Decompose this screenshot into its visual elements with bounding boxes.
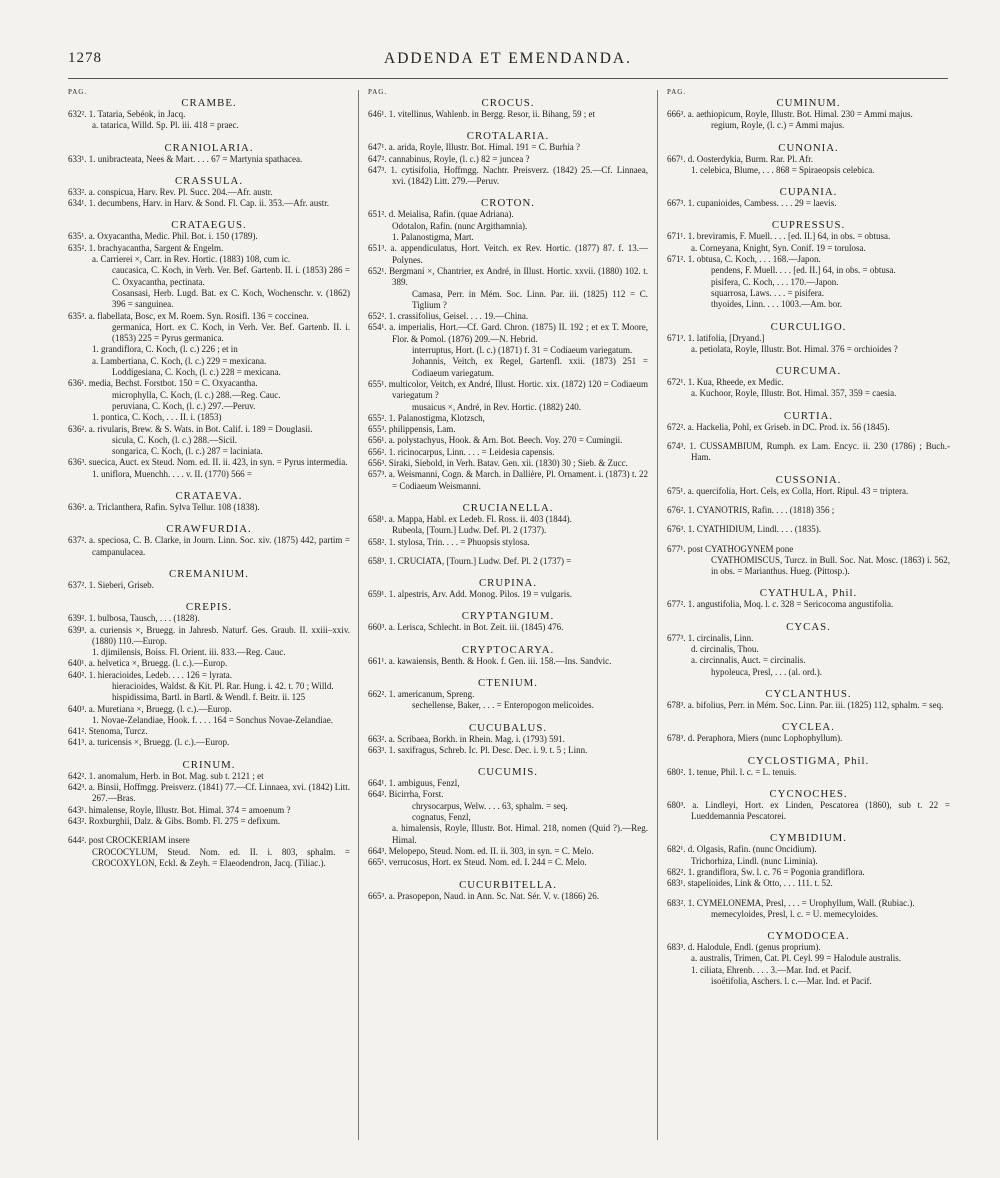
entry-line: musaicus ×, André, in Rev. Hortic. (1882) 240. — [412, 401, 581, 412]
entry-line: a. Kuchoor, Royle, Illustr. Bot. Himal. 357, 359 = caesia. — [691, 388, 897, 399]
entry-line: 637². a. speciosa, C. B. Clarke, in Journ. Linn. Soc. xiv. (1875) 442, partim = campanulacea. — [68, 535, 350, 557]
entry-line: 652¹. Bergmani ×, Chantrier, ex André, in Illust. Hortic. xxvii. (1880) 102. t. 389. — [368, 265, 648, 288]
entry-line: d. circinalis, Thou. — [691, 644, 759, 655]
entry-line: CYATHOMISCUS, Turcz. in Bull. Soc. Nat. Mosc. (1863) i. 562, in obs. = Marianthus. Hueg. (Pittosp.). — [711, 554, 950, 577]
entry-line: pisifera, C. Koch, . . . 170.—Japon. — [711, 276, 839, 287]
entry-line: Rubeola, [Tourn.] Ludw. Def. Pl. 2 (1737). — [392, 525, 547, 536]
entry-line: 655¹. multicolor, Veitch, ex André, Illust. Hortic. xix. (1872) 120 = Codiaeum variegatum ? — [368, 378, 648, 401]
entry-line: 1. Palanostigma, Mart. — [392, 232, 474, 243]
entry-line: Odotalon, Rafin. (nunc Argithamnia). — [392, 220, 528, 231]
entry-line: a. Corneyana, Knight, Syn. Conif. 19 = torulosa. — [691, 242, 866, 253]
entry-line: a. Carrierei ×, Carr. in Rev. Hortic. (1883) 108, cum ic. — [92, 254, 291, 265]
entry-line: 647³. 1. cytisifolia, Hoffmgg. Nachtr. Preisverz. (1842) 25.—Cf. Linnaea, xvi. (1842) Litt. 279.—Peruv. — [368, 164, 648, 187]
entry-line: thyoides, Linn. . . . 1003.—Am. bor. — [711, 299, 842, 310]
entry-line: 674³. 1. CUSSAMBIUM, Rumph. ex Lam. Encyc. ii. 230 (1786) ; Buch.-Ham. — [667, 441, 950, 463]
entry-line: 633². a. conspicua, Harv. Rev. Pl. Succ. 204.—Afr. austr. — [68, 186, 273, 197]
entry-line: 633¹. 1. unibracteata, Nees & Mart. . . . 67 = Martynia spathacea. — [68, 153, 303, 164]
entry-line: 651³. a. appendiculatus, Hort. Veitch. ex Rev. Hortic. (1877) 87. f. 13.—Polynes. — [368, 243, 648, 265]
genus-heading: CROTALARIA. — [466, 130, 550, 143]
genus-heading: CYCLANTHUS. — [765, 687, 852, 700]
entry-line: 632². 1. Tataria, Sebéok, in Jacq. — [68, 109, 186, 119]
entry-line: 656¹. a. polystachyus, Hook. & Arn. Bot. Beech. Voy. 270 = Cumingii. — [368, 435, 623, 446]
entry-line: Loddigesiana, C. Koch, (l. c.) 228 = mexicana. — [112, 367, 281, 378]
entry-line: peruviana, C. Koch, (l. c.) 297.—Peruv. — [112, 400, 256, 411]
entry-line: germanica, Hort. ex C. Koch, in Verh. Ver. Bef. Gartenb. II. i. (1853) 225 = Pyrus germanica. — [112, 321, 350, 344]
entry-line: 643¹. himalense, Royle, Illustr. Bot. Himal. 374 = amoenum ? — [68, 804, 291, 815]
entry-line: 1. djimilensis, Boiss. Fl. Orient. iii. 833.—Reg. Cauc. — [92, 647, 286, 658]
entry-line: 647¹. a. arida, Royle, Illustr. Bot. Himal. 191 = C. Burhia ? — [368, 142, 580, 153]
entry-line: 675¹. a. quercifolia, Hort. Cels, ex Colla, Hort. Ripul. 43 = triptera. — [667, 485, 909, 496]
entry-line: a. australis, Trimen, Cat. Pl. Ceyl. 99 = Halodule australis. — [691, 953, 902, 964]
entry-line: a. tatarica, Willd. Sp. Pl. iii. 418 = praec. — [92, 120, 239, 131]
entry-line: pendens, F. Muell. . . . [ed. II.] 64, in obs. = obtusa. — [711, 265, 896, 276]
column-divider — [657, 90, 658, 1140]
entry-line: 677¹. post CYATHOGYNEM pone — [667, 543, 794, 554]
genus-heading: CUMINUM. — [776, 97, 841, 109]
entry-line: 672². a. Hackelia, Pohl, ex Griseb. in DC. Prod. ix. 56 (1845). — [667, 421, 890, 432]
entry-line: microphylla, C. Koch, (l. c.) 288.—Reg. Cauc. — [112, 389, 281, 400]
entry-line: 655³. philippensis, Lam. — [368, 424, 456, 435]
genus-heading: CYMODOCEA. — [767, 930, 850, 943]
genus-heading: CURCUMA. — [775, 365, 842, 378]
entry-line: 680². 1. tenue, Phil. l. c. = L. tenuis. — [667, 766, 797, 777]
pag-label: PAG. — [68, 88, 88, 96]
genus-heading: CRAWFURDIA. — [166, 523, 252, 536]
entry-line: 642³. a. Binsii, Hoffmgg. Preisverz. (1841) 77.—Cf. Linnaea, xvi. (1842) Litt. 267.—Bras. — [68, 782, 350, 804]
entry-line: 636¹. media, Bechst. Forstbot. 150 = C. Oxyacantha. — [68, 378, 258, 389]
entry-line: a. circinnalis, Auct. = circinalis. — [691, 655, 806, 666]
entry-line: 1. grandiflora, C. Koch, (l. c.) 226 ; et in — [92, 344, 238, 355]
genus-heading: CRUCIANELLA. — [462, 501, 554, 514]
column-divider — [358, 90, 359, 1140]
entry-line: 635³. a. flabellata, Bosc, ex M. Roem. Syn. Rosifl. 136 = coccinea. — [68, 310, 309, 321]
entry-line: 677³. 1. circinalis, Linn. — [667, 632, 754, 643]
entry-line: 640¹. a. helvetica ×, Bruegg. (l. c.).—Europ. — [68, 658, 228, 669]
pag-label: PAG. — [667, 88, 687, 96]
entry-line: 643². Roxburghii, Dalz. & Gibs. Bomb. Fl. 275 = defixum. — [68, 815, 281, 826]
column-1 — [68, 88, 350, 1148]
page-number: 1278 — [68, 50, 102, 66]
entry-line: 658². 1. stylosa, Trin. . . . = Phuopsis stylosa. — [368, 536, 530, 547]
entry-line: a. himalensis, Royle, Illustr. Bot. Himal. 218, nomen (Quid ?).—Reg. Himal. — [392, 823, 648, 845]
genus-heading: CRYPTANGIUM. — [461, 610, 555, 623]
entry-line: 1. uniflora, Muenchh. . . . v. II. (1770) 566 = — [92, 468, 252, 479]
entry-line: Camasa, Perr. in Mém. Soc. Linn. Par. iii. (1825) 112 = C. Tiglium ? — [412, 288, 648, 310]
entry-line: 671³. 1. latifolia, [Dryand.] — [667, 332, 765, 343]
genus-heading: CUNONIA. — [778, 141, 839, 154]
entry-line: 657³. a. Weismanni, Cogn. & March. in Dallière, Pl. Ornament. i. (1873) t. 22 = Codiaeum Weismanni. — [368, 469, 648, 491]
genus-heading: CRANIOLARIA. — [164, 141, 254, 154]
genus-heading: CREMANIUM. — [169, 567, 249, 580]
genus-heading: CURCULIGO. — [770, 320, 847, 333]
genus-heading: CRUPINA. — [478, 577, 538, 590]
entry-line: 680³. a. Lindleyi, Hort. ex Linden, Pescatorea (1860), sub t. 22 = Lueddemannia Pescatorei. — [667, 799, 950, 822]
entry-line: hieracioides, Waldst. & Kit. Pl. Rar. Hung. i. 42. t. 70 ; Willd. — [112, 680, 334, 691]
entry-line: 666³. a. aethiopicum, Royle, Illustr. Bot. Himal. 230 = Ammi majus. — [667, 109, 913, 119]
entry-line: 664³. Melopepo, Steud. Nom. ed. II. ii. 303, in syn. = C. Melo. — [368, 845, 594, 856]
entry-line: a. Lambertiana, C. Koch, (l. c.) 229 = mexicana. — [92, 355, 267, 366]
entry-line: 671¹. 1. breviramis, F. Muell. . . . [ed. II.] 64, in obs. = obtusa. — [667, 231, 891, 242]
entry-line: 663². a. Scribaea, Borkh. in Rhein. Mag. i. (1793) 591. — [368, 733, 565, 744]
entry-line: 655². 1. Palanostigma, Klotzsch, — [368, 412, 485, 423]
page-header — [68, 50, 948, 74]
entry-line: 678³. a. bifolius, Perr. in Mém. Soc. Linn. Par. iii. (1825) 112, sphalm. = seq. — [667, 699, 944, 710]
header-rule — [68, 78, 948, 79]
entry-line: Johannis, Veitch, ex Regel, Gartenfl. xxii. (1873) 251 = Codiaeum variegatum. — [412, 356, 648, 378]
genus-heading: CRATAEGUS. — [171, 219, 247, 232]
entry-line: cognatus, Fenzl, — [412, 812, 471, 823]
entry-line: 637². 1. Sieberi, Griseb. — [68, 579, 154, 590]
entry-line: 667¹. d. Oosterdykia, Burm. Rar. Pl. Afr. — [667, 153, 813, 164]
entry-line: 656². 1. ricinocarpus, Linn. . . . = Leidesia capensis. — [368, 446, 555, 457]
entry-line: 671². 1. obtusa, C. Koch, . . . 168.—Japon. — [667, 254, 821, 265]
genus-heading: CTENIUM. — [478, 676, 538, 689]
entry-line: 1. celebica, Blume, . . . 868 = Spiraeopsis celebica. — [691, 164, 875, 175]
entry-line: 677². 1. angustifolia, Moq. l. c. 328 = Sericocoma angustifolia. — [667, 599, 894, 610]
genus-heading: CUCUBALUS. — [468, 721, 548, 734]
entry-line: 636². a. rivularis, Brew. & S. Wats. in Bot. Calif. i. 189 = Douglasii. — [68, 423, 313, 434]
entry-line: 658³. 1. CRUCIATA, [Tourn.] Ludw. Def. Pl. 2 (1737) = — [368, 555, 572, 566]
entry-line: 641². Stenoma, Turcz. — [68, 726, 148, 737]
entry-line: 634¹. 1. decumbens, Harv. in Harv. & Sond. Fl. Cap. ii. 353.—Afr. austr. — [68, 198, 330, 209]
genus-heading: CROTON. — [481, 197, 535, 210]
pag-label: PAG. — [368, 88, 388, 96]
entry-line: 1. Novae-Zelandiae, Hook. f. . . . 164 = Sonchus Novae-Zelandiae. — [92, 714, 334, 725]
genus-heading: CRATAEVA. — [175, 490, 243, 503]
entry-line: 639². 1. bulbosa, Tausch, . . . (1828). — [68, 613, 200, 624]
entry-line: squarrosa, Laws. . . . = pisifera. — [711, 287, 825, 298]
entry-line: 636³. suecica, Auct. ex Steud. Nom. ed. II. ii. 423, in syn. = Pyrus intermedia. — [68, 457, 348, 468]
entry-line: 641³. a. turicensis ×, Bruegg. (l. c.).—Europ. — [68, 737, 230, 748]
entry-line: 664¹. 1. ambiguus, Fenzl, — [368, 778, 460, 789]
genus-heading: CUCUMIS. — [478, 766, 538, 779]
entry-line: 667³. 1. cupanioides, Cambess. . . . 29 = laevis. — [667, 198, 837, 209]
entry-line: 659¹. 1. alpestris, Arv. Add. Monog. Pilos. 19 = vulgaris. — [368, 589, 572, 600]
genus-heading: CUPANIA. — [779, 186, 838, 199]
column-2 — [368, 88, 648, 1148]
running-title: ADDENDA ET EMENDANDA. — [384, 50, 632, 67]
column-3 — [667, 88, 950, 1148]
genus-heading: CYCAS. — [786, 620, 831, 633]
entry-line: 660³. a. Lerisca, Schlecht. in Bot. Zeit. iii. (1845) 476. — [368, 622, 564, 633]
entry-line: Cosansasi, Herb. Lugd. Bat. ex C. Koch, Wochenschr. v. (1862) 396 = sanguinea. — [112, 287, 350, 310]
genus-heading: CYMBIDIUM. — [770, 832, 847, 845]
genus-heading: CYATHULA, Phil. — [759, 587, 858, 600]
entry-line: 640². 1. hieracioides, Ledeb. . . . 126 = lyrata. — [68, 669, 232, 680]
entry-line: 651². d. Meialisa, Rafin. (quae Adriana). — [368, 209, 514, 220]
entry-line: hypoleuca, Presl, . . . (al. ord.). — [711, 666, 822, 677]
entry-line: Trichorhiza, Lindl. (nunc Liminia). — [691, 855, 818, 866]
entry-line: 654¹. a. imperialis, Hort.—Cf. Gard. Chron. (1875) II. 192 ; et ex T. Moore, Flor. & Pomol. (1876) 209.—N. Hebrid. — [368, 322, 648, 344]
entry-line: hispidissima, Bartl. in Bartl. & Wendl. f. Beitr. ii. 125 — [112, 692, 306, 703]
entry-line: 683¹. stapelioides, Link & Otto, . . . 111. t. 52. — [667, 878, 833, 889]
entry-line: memecyloides, Presl, l. c. = U. memecyloides. — [711, 908, 879, 919]
entry-line: 665¹. verrucosus, Hort. ex Steud. Nom. ed. I. 244 = C. Melo. — [368, 857, 587, 868]
entry-line: 664². Bicirrha, Forst. — [368, 789, 444, 800]
entry-line: 642². 1. anomalum, Herb. in Bot. Mag. sub t. 2121 ; et — [68, 770, 264, 781]
entry-line: CROCOCYLUM, Steud. Nom. ed. II. i. 803, sphalm. = CROCOXYLON, Eckl. & Zeyh. = Elaeodendron, Jacq. (Tiliac.). — [92, 846, 350, 868]
genus-heading: CUPRESSUS. — [771, 219, 846, 232]
entry-line: chrysocarpus, Welw. . . . 63, sphalm. = seq. — [412, 800, 568, 811]
entry-line: 652². 1. crassifolius, Geisel. . . . 19.—China. — [368, 311, 529, 322]
entry-line: 647². cannabinus, Royle, (l. c.) 82 = juncea ? — [368, 153, 530, 164]
entry-line: 663³. 1. saxifragus, Schreb. Ic. Pl. Desc. Dec. i. 9. t. 5 ; Linn. — [368, 744, 588, 755]
entry-line: 656³. Siraki, Siebold, in Verh. Batav. Gen. xii. (1830) 30 ; Sieb. & Zucc. — [368, 458, 628, 469]
genus-heading: CURTIA. — [783, 409, 834, 422]
entry-line: caucasica, C. Koch, in Verh. Ver. Bef. Gartenb. II. i. (1853) 286 = C. Oxyacantha, pectinata. — [112, 265, 350, 287]
entry-line: 661¹. a. kawaiensis, Benth. & Hook. f. Gen. iii. 158.—Ins. Sandvic. — [368, 655, 612, 666]
entry-line: 665³. a. Prasopepon, Naud. in Ann. Sc. Nat. Sér. V. v. (1866) 26. — [368, 890, 600, 901]
entry-line: 662². 1. americanum, Spreng. — [368, 688, 475, 699]
entry-line: songarica, C. Koch, (l. c.) 287 = laciniata. — [112, 446, 263, 457]
genus-heading: CYCLEA. — [782, 721, 835, 734]
entry-line: 640³. a. Muretiana ×, Bruegg. (l. c.).—Europ. — [68, 703, 232, 714]
entry-line: 683³. d. Halodule, Endl. (genus proprium). — [667, 942, 821, 953]
entry-line: 678³. d. Peraphora, Miers (nunc Lophophyllum). — [667, 733, 843, 744]
genus-heading: CUCURBITELLA. — [459, 878, 557, 891]
entry-line: a. petiolata, Royle, Illustr. Bot. Himal. 376 = orchioides ? — [691, 343, 898, 354]
genus-heading: CROCUS. — [481, 97, 535, 109]
entry-line: 682². 1. grandiflora, Sw. l. c. 76 = Pogonia grandiflora. — [667, 866, 865, 877]
entry-line: sechellense, Baker, . . . = Enteropogon melicoides. — [412, 700, 594, 711]
entry-line: regium, Royle, (l. c.) = Ammi majus. — [711, 120, 845, 131]
entry-line: 676³. 1. CYATHIDIUM, Lindl. . . . (1835). — [667, 524, 821, 535]
entry-line: 639³. a. curiensis ×, Bruegg. in Jahresb. Naturf. Ges. Graub. II. xxiii–xxiv. (1880) 110.—Europ. — [68, 624, 350, 646]
entry-line: 683². 1. CYMELONEMA, Presl, . . . = Urophyllum, Wall. (Rubiac.). — [667, 897, 915, 908]
entry-line: 676². 1. CYANOTRIS, Rafin. . . . (1818) 356 ; — [667, 504, 835, 515]
entry-line: 636³. a. Triclanthera, Rafin. Sylva Tellur. 108 (1838). — [68, 502, 260, 513]
genus-heading: CYCNOCHES. — [769, 787, 848, 800]
genus-heading: CREPIS. — [185, 601, 233, 614]
genus-heading: CRAMBE. — [181, 97, 237, 109]
genus-heading: CUSSONIA. — [775, 473, 842, 486]
entry-line: 672¹. 1. Kua, Rheede, ex Medic. — [667, 377, 784, 388]
entry-line: 644². post CROCKERIAM insere — [68, 835, 190, 846]
entry-line: interruptus, Hort. (l. c.) (1871) f. 31 = Codiaeum variegatum. — [412, 345, 633, 356]
entry-line: 646¹. 1. vitellinus, Wahlenb. in Bergg. Resor, ii. Bihang, 59 ; et — [368, 109, 596, 119]
entry-line: 635². 1. brachyacantha, Sargent & Engelm. — [68, 242, 224, 253]
entry-line: isoëtifolia, Aschers. l. c.—Mar. Ind. et Pacif. — [711, 976, 872, 987]
genus-heading: CRASSULA. — [174, 174, 244, 187]
entry-line: 658¹. a. Mappa, Habl. ex Ledeb. Fl. Ross. ii. 403 (1844). — [368, 513, 572, 524]
entry-line: 635¹. a. Oxyacantha, Medic. Phil. Bot. i. 150 (1789). — [68, 231, 258, 242]
genus-heading: CRINUM. — [182, 758, 236, 771]
entry-line: 1. pontica, C. Koch, . . . II. i. (1853) — [92, 412, 222, 423]
genus-heading: CYCLOSTIGMA, Phil. — [747, 754, 870, 767]
genus-heading: CRYPTOCARYA. — [461, 643, 555, 656]
entry-line: 682¹. d. Olgasis, Rafin. (nunc Oncidium). — [667, 844, 817, 855]
entry-line: 1. ciliata, Ehrenb. . . . 3.—Mar. Ind. et Pacif. — [691, 964, 852, 975]
entry-line: sicula, C. Koch, (l. c.) 288.—Sicil. — [112, 434, 237, 445]
